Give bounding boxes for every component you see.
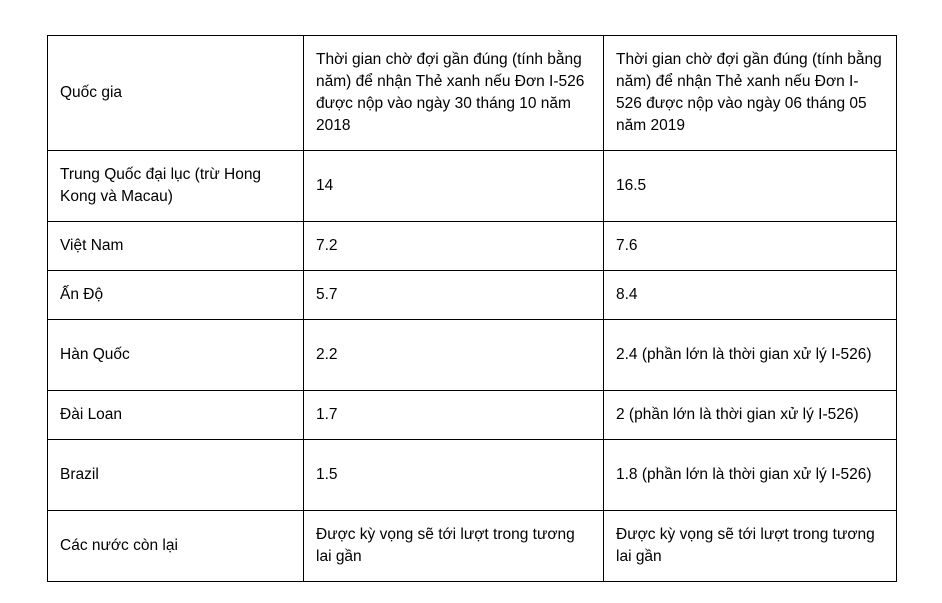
cell-2018: Được kỳ vọng sẽ tới lượt trong tương lai gần — [304, 511, 604, 582]
cell-country: Trung Quốc đại lục (trừ Hong Kong và Macau) — [48, 151, 304, 222]
table-row — [48, 271, 897, 320]
cell-2019: 16.5 — [604, 151, 897, 222]
cell-2019: Được kỳ vọng sẽ tới lượt trong tương lai gần — [604, 511, 897, 582]
table-row — [48, 440, 897, 511]
cell-country: Các nước còn lại — [48, 511, 304, 582]
cell-2019: 2.4 (phần lớn là thời gian xử lý I-526) — [604, 320, 897, 391]
header-2019: Thời gian chờ đợi gần đúng (tính bằng năm) để nhận Thẻ xanh nếu Đơn I-526 được nộp vào ngày 06 tháng 05 năm 2019 — [604, 36, 897, 151]
wait-time-table — [47, 35, 897, 582]
table-row — [48, 511, 897, 582]
header-2018: Thời gian chờ đợi gần đúng (tính bằng năm) để nhận Thẻ xanh nếu Đơn I-526 được nộp vào ngày 30 tháng 10 năm 2018 — [304, 36, 604, 151]
cell-2018: 1.7 — [304, 391, 604, 440]
table-row — [48, 222, 897, 271]
table-header-row — [48, 36, 897, 151]
cell-country: Việt Nam — [48, 222, 304, 271]
cell-country: Hàn Quốc — [48, 320, 304, 391]
cell-country: Brazil — [48, 440, 304, 511]
table-row — [48, 151, 897, 222]
cell-2019: 8.4 — [604, 271, 897, 320]
cell-country: Ấn Độ — [48, 271, 304, 320]
cell-2018: 2.2 — [304, 320, 604, 391]
cell-2019: 7.6 — [604, 222, 897, 271]
cell-2019: 1.8 (phần lớn là thời gian xử lý I-526) — [604, 440, 897, 511]
cell-2019: 2 (phần lớn là thời gian xử lý I-526) — [604, 391, 897, 440]
cell-2018: 14 — [304, 151, 604, 222]
cell-2018: 1.5 — [304, 440, 604, 511]
cell-2018: 5.7 — [304, 271, 604, 320]
cell-2018: 7.2 — [304, 222, 604, 271]
table-row — [48, 320, 897, 391]
header-country: Quốc gia — [48, 36, 304, 151]
cell-country: Đài Loan — [48, 391, 304, 440]
table-row — [48, 391, 897, 440]
